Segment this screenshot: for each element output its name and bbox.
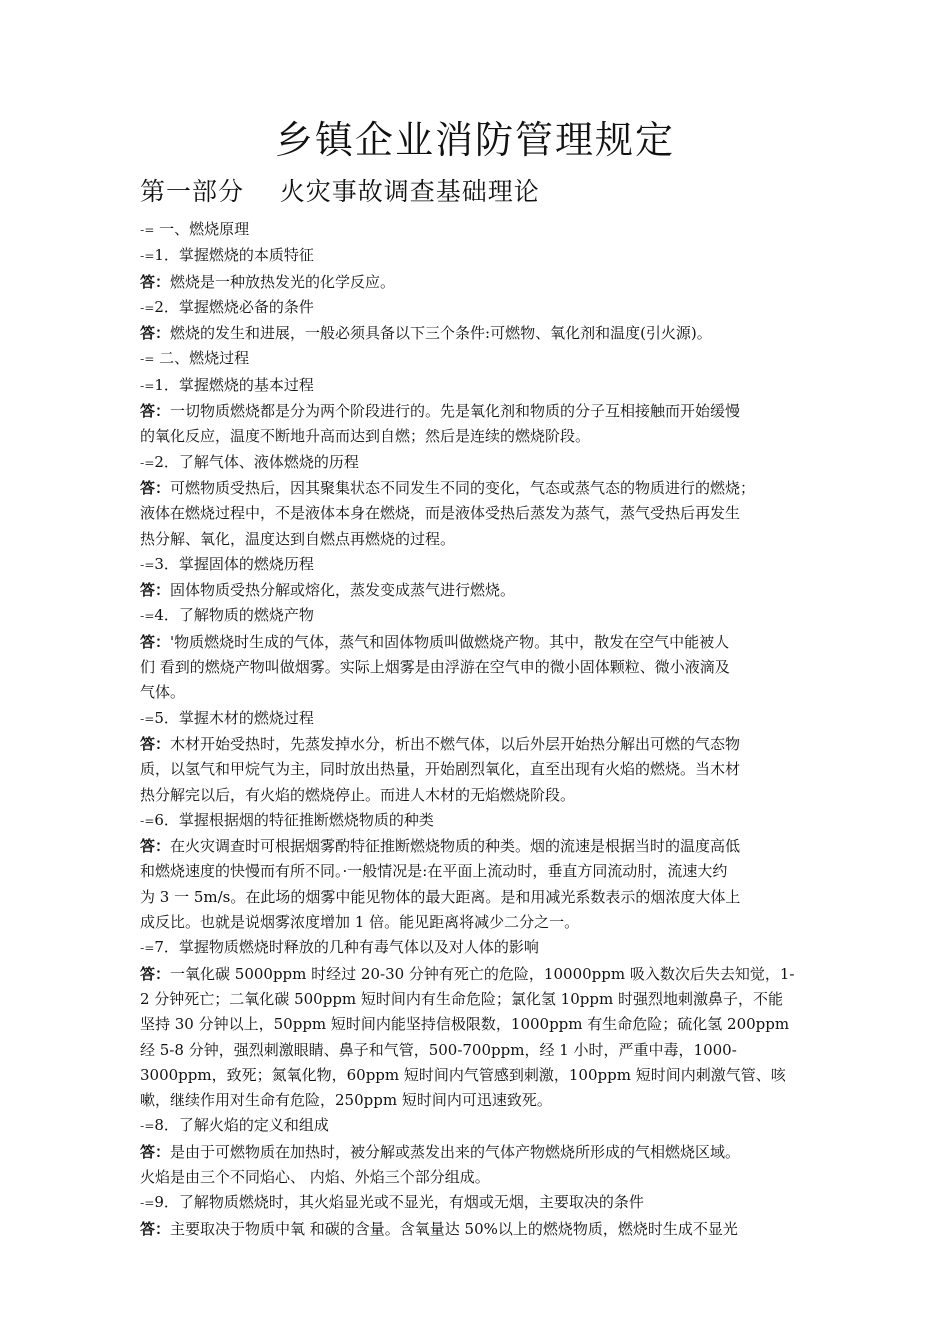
- answer-line: 气体。: [140, 683, 186, 702]
- answer-line: 嗽，继续作用对生命有危险，250ppm 短时间内可迅速致死。: [140, 1091, 552, 1110]
- list-marker: -=: [140, 609, 155, 624]
- list-marker: -=: [140, 352, 155, 367]
- answer-line: 经 5-8 分钟，强烈刺激眼睛、鼻子和气管，500-700ppm，经 1 小时，严重中毒，1000-: [140, 1040, 737, 1059]
- question-heading: -=2．掌握燃烧必备的条件: [140, 297, 314, 316]
- answer-label: 答：: [140, 1142, 171, 1161]
- answer-label: 答：: [140, 734, 171, 753]
- document-title: 乡镇企业消防管理规定: [274, 118, 675, 162]
- answer-line: 们 看到的燃烧产物叫做烟雾。实际上烟雾是由浮游在空气申的微小固体颗粒、微小液滴及: [140, 658, 730, 677]
- answer-line: 答：一氧化碳 5000ppm 时经过 20-30 分钟有死亡的危险，10000ppm 吸入数次后失去知觉，1-: [140, 964, 795, 983]
- document-body: [140, 217, 812, 1242]
- answer-line: 答：燃烧的发生和进展，一般必须具备以下三个条件:可燃物、氧化剂和温度(引火源)。: [140, 324, 712, 343]
- question-heading: -=8．了解火焰的定义和组成: [140, 1116, 329, 1135]
- answer-line: 为 3 一 5m/s。在此场的烟雾中能见物体的最大距离。是和用减光系数表示的烟浓度大体上: [140, 887, 741, 906]
- section-heading: -= 二、燃烧过程: [140, 349, 250, 368]
- answer-line: 3000ppm，致死；氮氧化物，60ppm 短时间内气管感到刺激，100ppm 短时间内刺激气管、咳: [140, 1065, 786, 1084]
- question-heading: -=1．掌握燃烧的本质特征: [140, 246, 314, 265]
- list-marker: -=: [140, 455, 155, 470]
- question-heading: -=9．了解物质燃烧时，其火焰显光或不显光，有烟或无烟，主要取决的条件: [140, 1193, 644, 1212]
- answer-line: 答：主要取决于物质中氧 和碳的含量。含氧量达 50%以上的燃烧物质，燃烧时生成不显光: [140, 1219, 738, 1238]
- question-heading: -=5．掌握木材的燃烧过程: [140, 708, 314, 727]
- answer-line: 答：'物质燃烧时生成的气体，蒸气和固体物质叫做燃烧产物。其中，散发在空气中能被人: [140, 632, 730, 651]
- list-marker: -=: [140, 223, 155, 237]
- answer-line: 热分解完以后，有火焰的燃烧停止。而进人木材的无焰燃烧阶段。: [140, 785, 576, 804]
- list-marker: -=: [140, 1196, 155, 1211]
- answer-line: 答：木材开始受热时，先蒸发掉水分，析出不燃气体，以后外层开始热分解出可燃的气态物: [140, 734, 741, 753]
- answer-line: 坚持 30 分钟以上，50ppm 短时间内能坚持信极限数，1000ppm 有生命危险；硫化氢 200ppm: [140, 1015, 790, 1034]
- answer-line: 2 分钟死亡；二氧化碳 500ppm 短时间内有生命危险；氯化氢 10ppm 时强烈地刺激鼻子，不能: [140, 989, 783, 1008]
- section-heading: -= 一、燃烧原理: [140, 220, 250, 238]
- list-marker: -=: [140, 711, 155, 726]
- list-marker: -=: [140, 557, 155, 572]
- answer-line: 答：是由于可燃物质在加热时，被分解或蒸发出来的气体产物燃烧所形成的气相燃烧区域。: [140, 1142, 741, 1161]
- answer-line: 答：可燃物质受热后，因其聚集状态不同发生不同的变化，气态或蒸气态的物质进行的燃烧；: [140, 478, 756, 497]
- answer-line: 热分解、氧化，温度达到自燃点再燃烧的过程。: [140, 529, 456, 548]
- question-heading: -=4．了解物质的燃烧产物: [140, 606, 314, 625]
- answer-line: 答：燃烧是一种放热发光的化学反应。: [140, 272, 396, 291]
- list-marker: -=: [140, 300, 155, 315]
- answer-line: 答：一切物质燃烧都是分为两个阶段进行的。先是氧化剂和物质的分子互相接触而开始缓慢: [140, 402, 741, 421]
- part-heading: 第一部分 火灾事故调查基础理论: [140, 177, 540, 206]
- question-heading: -=2．了解气体、液体燃烧的历程: [140, 452, 359, 471]
- question-heading: -=3．掌握固体的燃烧历程: [140, 554, 314, 573]
- answer-label: 答：: [140, 324, 171, 343]
- answer-label: 答：: [140, 272, 171, 291]
- list-marker: -=: [140, 378, 155, 393]
- answer-line: 火焰是由三个不同焰心、 内焰、外焰三个部分组成。: [140, 1167, 490, 1186]
- answer-label: 答：: [140, 837, 171, 856]
- answer-label: 答：: [140, 964, 171, 983]
- question-heading: -=6．掌握根据烟的特征推断燃烧物质的种类: [140, 810, 434, 829]
- answer-line: 的氧化反应，温度不断地升高而达到自燃；然后是连续的燃烧阶段。: [140, 427, 591, 446]
- answer-line: 答：固体物质受热分解或熔化，蒸发变成蒸气进行燃烧。: [140, 581, 516, 600]
- answer-label: 答：: [140, 1219, 171, 1238]
- answer-line: 质，以氢气和甲烷气为主，同时放出热量，开始剧烈氧化，直至出现有火焰的燃烧。当木材: [140, 760, 741, 779]
- answer-label: 答：: [140, 632, 171, 651]
- list-marker: -=: [140, 249, 155, 264]
- answer-label: 答：: [140, 402, 171, 421]
- list-marker: -=: [140, 941, 155, 956]
- answer-label: 答：: [140, 478, 171, 497]
- answer-label: 答：: [140, 581, 171, 600]
- list-marker: -=: [140, 1119, 155, 1134]
- question-heading: -=1．掌握燃烧的基本过程: [140, 375, 314, 394]
- list-marker: -=: [140, 813, 155, 828]
- answer-line: 液体在燃烧过程中，不是液体本身在燃烧，而是液体受热后蒸发为蒸气，蒸气受热后再发生: [140, 504, 741, 523]
- answer-line: 和燃烧速度的快慢而有所不同。·一般情况是:在平面上流动时，垂直方同流动肘，流速大约: [140, 862, 728, 881]
- answer-line: 成反比。也就是说烟雾浓度增加 1 倍。能见距离将减少二分之一。: [140, 913, 580, 932]
- answer-line: 答：在火灾调查时可根据烟雾酌特征推断燃烧物质的种类。烟的流速是根据当时的温度高低: [140, 837, 741, 856]
- question-heading: -=7．掌握物质燃烧时释放的几种有毒气体以及对人体的影响: [140, 938, 539, 957]
